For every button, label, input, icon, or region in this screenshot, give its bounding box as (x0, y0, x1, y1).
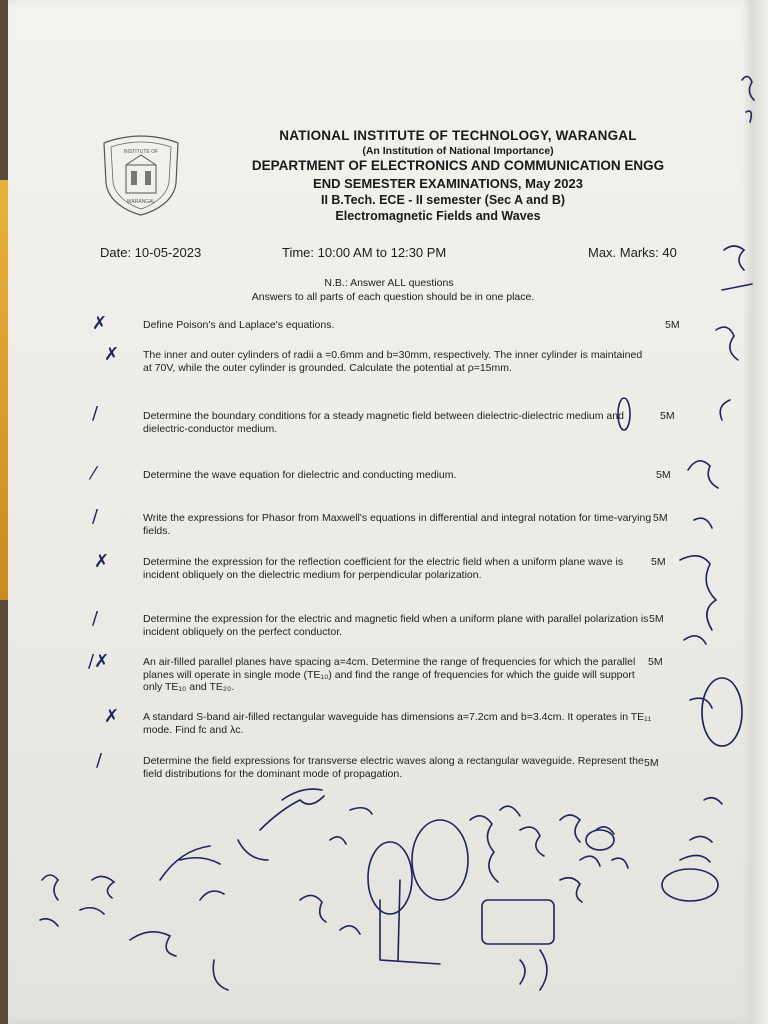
question-7-marks: 5M (649, 613, 664, 625)
exam-date: Date: 10-05-2023 (100, 245, 202, 260)
handwritten-tick-icon: ✗ (104, 344, 120, 365)
department-name: DEPARTMENT OF ELECTRONICS AND COMMUNICATION ENGG (251, 158, 665, 173)
institute-subtitle: (An Institution of National Importance) (362, 145, 554, 157)
question-7: Determine the expression for the electric and magnetic field when a uniform plane with parallel polarization is incident obliquely on the perfect conductor. (143, 613, 649, 638)
max-marks: Max. Marks: 40 (588, 245, 677, 260)
handwritten-tick-icon: ✗ (104, 706, 120, 727)
question-3: Determine the boundary conditions for a steady magnetic field between dielectric-dielectric medium and dielectric-conductor medium. (143, 410, 624, 435)
question-9: A standard S-band air-filled rectangular waveguide has dimensions a=7.2cm and b=3.4cm. It operates in TE₁₁ mode. Find fc and λc. (143, 711, 652, 736)
question-4-marks: 5M (656, 469, 671, 481)
svg-text:WARANGAL: WARANGAL (126, 199, 156, 205)
handwritten-tick-icon: / (92, 608, 99, 629)
question-1-marks: 5M (665, 319, 680, 331)
question-5-marks: 5M (653, 512, 668, 524)
question-5: Write the expressions for Phasor from Maxwell's equations in differential and integral notation for time-varying fields. (143, 512, 652, 537)
institute-name: NATIONAL INSTITUTE OF TECHNOLOGY, WARANGAL (279, 128, 637, 143)
question-2: The inner and outer cylinders of radii a =0.6mm and b=30mm, respectively. The inner cylinder is maintained at 70V, while the outer cylinder is grounded. Calculate the potential at ρ=15mm. (143, 349, 643, 374)
question-10-marks: 5M (644, 757, 659, 769)
handwritten-tick-icon: ✗ (94, 551, 110, 572)
exam-time: Time: 10:00 AM to 12:30 PM (282, 245, 447, 260)
answer-note: Answers to all parts of each question should be in one place. (251, 291, 535, 303)
handwritten-tick-icon: / (96, 750, 103, 771)
paper-stack-edge (742, 0, 768, 1024)
course-title: Electromagnetic Fields and Waves (335, 209, 541, 223)
handwritten-tick-icon: /✗ (88, 651, 110, 672)
question-10: Determine the field expressions for transverse electric waves along a rectangular waveguide. Represent the field distributions for the dominant mode of propagation. (143, 755, 644, 780)
question-4: Determine the wave equation for dielectric and conducting medium. (143, 469, 457, 481)
nb-note: N.B.: Answer ALL questions (324, 277, 454, 289)
question-3-marks: 5M (660, 410, 675, 422)
question-8: An air-filled parallel planes have spacing a=4cm. Determine the range of frequencies for which the parallel planes will operate in single mode (TE₁₀) and find the range of frequencies for which the guide will support only TE₁₀ and TE₂₀. (143, 656, 636, 693)
handwritten-tick-icon: / (92, 506, 99, 527)
class-info: II B.Tech. ECE - II semester (Sec A and B) (320, 193, 566, 207)
handwritten-tick-icon: ⁄ (92, 463, 96, 484)
svg-text:INSTITUTE OF: INSTITUTE OF (123, 149, 159, 155)
question-1: Define Poison's and Laplace's equations. (143, 319, 335, 331)
handwritten-tick-icon: ✗ (92, 313, 108, 334)
question-6: Determine the expression for the reflection coefficient for the electric field when a uniform plane wave is incident obliquely on the dielectric medium for perpendicular polarization. (143, 556, 624, 581)
question-6-marks: 5M (651, 556, 666, 568)
handwritten-tick-icon: / (92, 403, 99, 424)
institute-seal-icon (100, 133, 182, 217)
question-8-marks: 5M (648, 656, 663, 668)
exam-paper (8, 0, 768, 1024)
exam-title: END SEMESTER EXAMINATIONS, May 2023 (313, 176, 583, 191)
